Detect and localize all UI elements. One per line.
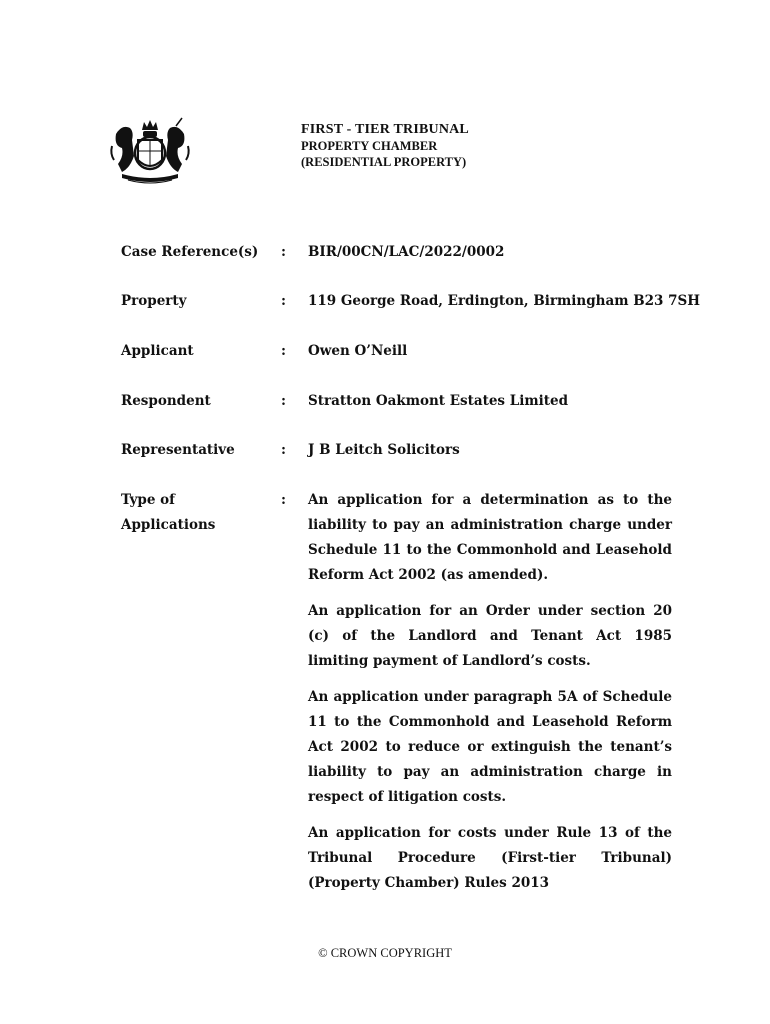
royal-coat-of-arms-icon bbox=[108, 116, 192, 186]
field-colon: : bbox=[281, 343, 286, 359]
field-colon: : bbox=[281, 492, 286, 508]
crown-copyright: © CROWN COPYRIGHT bbox=[318, 946, 452, 960]
field-value: Stratton Oakmont Estates Limited bbox=[308, 393, 569, 409]
field-label bbox=[121, 488, 271, 538]
application-paragraph: An application for a determination as to the liability to pay an administration charge under Schedule 11 to the Commonhold and Leasehold Reform Act 2002 (as amended). bbox=[308, 492, 672, 583]
field-value: Owen O’Neill bbox=[308, 343, 408, 359]
chamber-subtitle: (RESIDENTIAL PROPERTY) bbox=[301, 155, 467, 169]
application-paragraph: An application for an Order under section 20 (c) of the Landlord and Tenant Act 1985 limiting payment of Landlord’s costs. bbox=[308, 603, 672, 669]
field-colon: : bbox=[281, 244, 286, 260]
field-label: Respondent bbox=[121, 393, 211, 409]
tribunal-header bbox=[301, 122, 469, 170]
tribunal-title: FIRST - TIER TRIBUNAL bbox=[301, 122, 469, 137]
field-value: J B Leitch Solicitors bbox=[308, 442, 460, 458]
footer bbox=[0, 946, 770, 961]
field-label: Property bbox=[121, 293, 187, 309]
field-value: BIR/00CN/LAC/2022/0002 bbox=[308, 244, 505, 260]
applications-list bbox=[308, 488, 672, 907]
field-value: 119 George Road, Erdington, Birmingham B23 7SH bbox=[308, 293, 700, 309]
chamber-name: PROPERTY CHAMBER bbox=[301, 139, 438, 153]
application-paragraph: An application for costs under Rule 13 of the Tribunal Procedure (First-tier Tribunal) (Property Chamber) Rules 2013 bbox=[308, 825, 672, 891]
field-colon: : bbox=[281, 442, 286, 458]
field-label-line1: Type of bbox=[121, 492, 175, 508]
field-label-line2: Applications bbox=[121, 517, 216, 533]
field-label: Applicant bbox=[121, 343, 194, 359]
field-label: Representative bbox=[121, 442, 235, 458]
field-colon: : bbox=[281, 293, 286, 309]
field-label: Case Reference(s) bbox=[121, 244, 259, 260]
application-paragraph: An application under paragraph 5A of Schedule 11 to the Commonhold and Leasehold Reform Act 2002 to reduce or extinguish the tenant’s liability to pay an administration charge in respect of litigation costs. bbox=[308, 689, 672, 805]
field-colon: : bbox=[281, 393, 286, 409]
